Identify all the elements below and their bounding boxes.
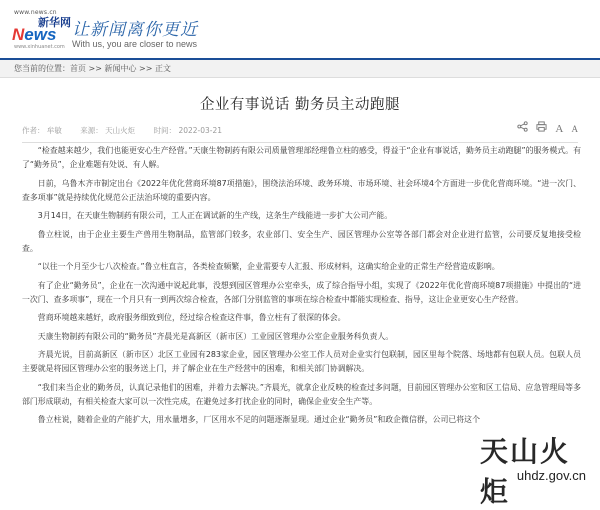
article-paragraph: “我们来当企业的勤务员，认真记录他们的困难，并着力去解决。”齐晨光，就拿企业反映的检查过多问题，目前园区管理办公室和区工信局、应急管理局等多部门形成联动，有相关检查大家可以一次性完成，在避免过多打扰企业的同时，确保企业安全生产等。: [22, 382, 581, 406]
breadcrumb: [0, 60, 600, 78]
article-paragraph: 日前，乌鲁木齐市制定出台《2022年优化营商环境87项措施》，围绕法治环境、政务环境、市场环境、社会环境4个方面进一步优化营商环境。“进一次门、查多项事”就是持续优化规范公正法治环境的重要内容。: [22, 178, 581, 202]
article-paragraph: 鲁立柱说，由于企业主要生产兽用生物制品，监管部门较多，农业部门、安全生产、园区管理办公室等各部门都会对企业进行监管，公司要反复地接受检查。: [22, 229, 581, 253]
breadcrumb-news-center-link[interactable]: 新闻中心: [104, 64, 137, 73]
article-source: 来源： 天山火炬: [80, 126, 136, 135]
article-paragraph: 天康生物制药有限公司的“勤务员”齐晨光是高新区（新市区）工业园区管理办公室企业服务科负责人。: [37, 331, 394, 341]
article-paragraph: 3月14日，在天康生物制药有限公司，工人正在调试新的生产线，这条生产线能进一步扩大公司产能。: [37, 211, 393, 221]
article-title: 企业有事说话 勤务员主动跑腿: [199, 97, 401, 113]
logo-cn-text: 新华网: [38, 16, 71, 29]
article-paragraph: 有了企业“勤务员”，企业在一次沟通中说起此事，没想到园区管理办公室牵头，成了综合指导小组，实现了《2022年优化营商环境87项措施》中提出的“进一次门、查多项事”，现在一个月只有一到两次综合检查，各部门分别监管的事项在综合检查中都能实现检查、指导，这让企业更安心生产经营。: [22, 280, 581, 304]
xinhua-logo[interactable]: [12, 9, 74, 53]
article-paragraph: 齐晨光说，目前高新区（新市区）北区工业园有283家企业，园区管理办公室工作人员对企业实行包联制，园区里每个院落、场地都有包联人员。包联人员主要就是将园区管理办公室的服务送上门，并了解企业在生产经营中的困难，和相关部门协调解决。: [22, 349, 581, 374]
breadcrumb-separator: >>: [86, 64, 105, 73]
share-icon[interactable]: [517, 124, 531, 135]
source-watermark: [480, 428, 590, 508]
slogan-chinese: 让新闻离你更近: [72, 20, 198, 40]
print-icon[interactable]: [536, 124, 550, 135]
article-paragraph: “检查越来越少，我们也能更安心生产经营。”天康生物制药有限公司质量管理部经理鲁立柱的感受，得益于“企业有事说话，勤务员主动跑腿”的服务模式。有了“勤务员”，企业难题有处说、有人解。: [22, 146, 581, 170]
slogan-english: With us, you are closer to news: [72, 39, 198, 49]
breadcrumb-current: 正文: [155, 64, 171, 73]
article-date: 时间： 2022-03-21: [153, 126, 223, 135]
site-header: [0, 0, 600, 58]
watermark-text: 天山火炬: [480, 435, 571, 508]
logo-news-text: News: [12, 25, 57, 44]
logo-site-text: www.xinhuanet.com: [14, 44, 65, 50]
article-paragraph: 鲁立柱说，随着企业的产能扩大，用水量增多，厂区用水不足的问题逐渐显现。通过企业“勤务员”和政企微信群，公司已将这个: [37, 415, 480, 425]
font-smaller-icon[interactable]: A: [571, 124, 578, 134]
breadcrumb-prefix: 您当前的位置：: [14, 64, 70, 73]
logo-url-text: www.news.cn: [14, 9, 57, 16]
watermark-url: uhdz.gov.cn: [516, 468, 586, 483]
font-larger-icon[interactable]: A: [555, 123, 564, 135]
article-tools: [512, 121, 578, 135]
article-meta: [22, 125, 238, 136]
article-author: 作者： 牟敏: [22, 126, 62, 135]
meta-divider: [22, 142, 578, 143]
article-body: [22, 144, 581, 432]
article-paragraph: “以往一个月至少七八次检查。”鲁立柱直言，各类检查频繁，企业需要专人汇报、形成材料，这确实给企业的正常生产经营造成影响。: [37, 262, 500, 272]
breadcrumb-separator: >>: [136, 64, 155, 73]
article-paragraph: 营商环境越来越好，政府服务细致到位，经过综合检查这件事，鲁立柱有了很深的体会。: [37, 313, 346, 323]
breadcrumb-home-link[interactable]: 首页: [70, 64, 86, 73]
